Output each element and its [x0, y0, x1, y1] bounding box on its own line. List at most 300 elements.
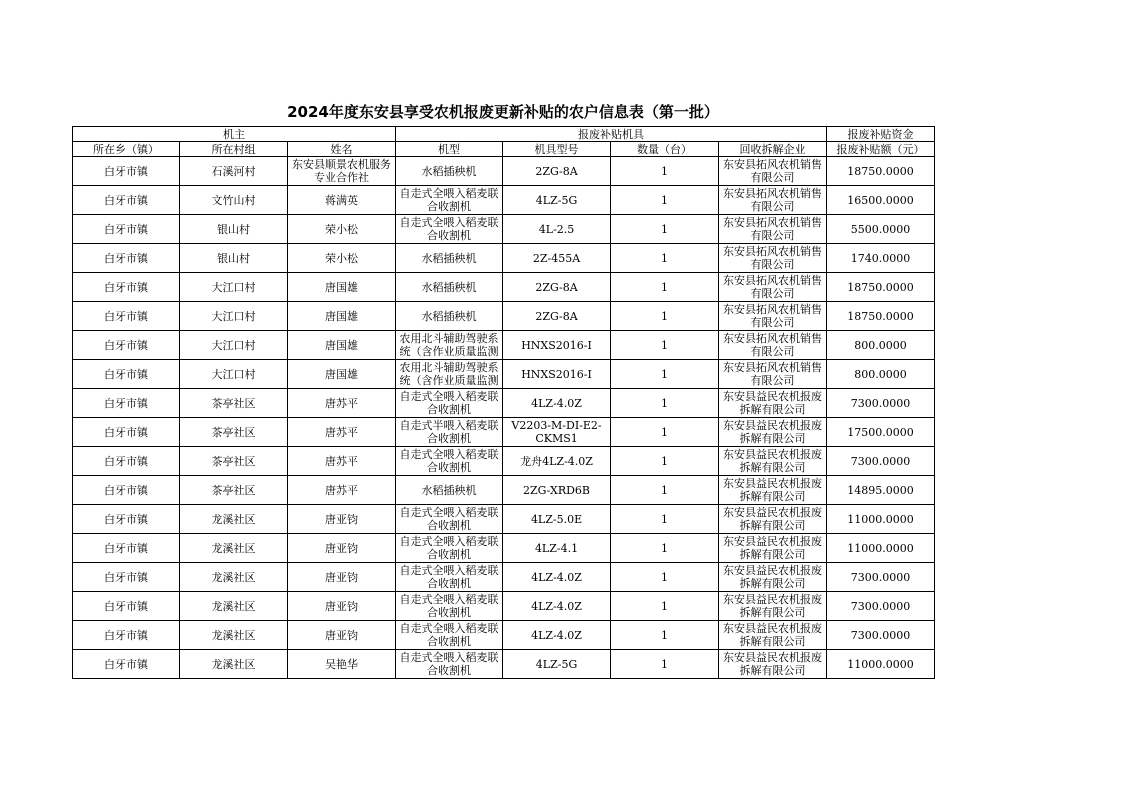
subsidy-cell	[827, 476, 935, 505]
model-cell-text: 4LZ-4.1	[534, 541, 579, 555]
model-cell	[503, 215, 611, 244]
township-cell-text: 白牙市镇	[104, 425, 148, 439]
quantity-cell	[611, 157, 719, 186]
recycler-cell-text: 东安县拓风农机销售有限公司	[723, 245, 823, 271]
model-cell-text: HNXS2016-I	[521, 367, 592, 381]
village-cell-text: 大江口村	[211, 280, 256, 294]
subsidy-cell-text: 18750.0000	[847, 280, 914, 294]
table-row	[73, 302, 935, 331]
village-cell-text: 大江口村	[211, 309, 256, 323]
table-row	[73, 447, 935, 476]
township-cell	[73, 331, 180, 360]
model-cell	[503, 360, 611, 389]
quantity-cell	[611, 447, 719, 476]
model-cell	[503, 505, 611, 534]
subsidy-cell-text: 11000.0000	[847, 512, 914, 526]
township-cell	[73, 273, 180, 302]
machine-type-cell	[396, 650, 503, 679]
recycler-cell-text: 东安县益民农机报废拆解有限公司	[723, 390, 823, 416]
machine-type-cell	[396, 244, 503, 273]
model-cell	[503, 331, 611, 360]
quantity-cell-text: 1	[661, 280, 669, 294]
name-cell-text: 唐苏平	[325, 454, 359, 468]
subsidy-cell	[827, 244, 935, 273]
name-cell-text: 唐苏平	[325, 396, 359, 410]
column-header-name: 姓名	[288, 142, 396, 157]
machine-type-cell	[396, 273, 503, 302]
recycler-cell-text: 东安县益民农机报废拆解有限公司	[723, 448, 823, 474]
model-cell-text: HNXS2016-I	[521, 338, 592, 352]
recycler-cell	[719, 331, 827, 360]
model-cell	[503, 418, 611, 447]
machine-type-cell-text: 自走式全喂入稻麦联合收割机	[399, 651, 499, 677]
quantity-cell-text: 1	[661, 222, 669, 236]
village-cell	[180, 476, 288, 505]
township-cell	[73, 360, 180, 389]
model-cell-text: 4LZ-5G	[535, 193, 578, 207]
recycler-cell-text: 东安县益民农机报废拆解有限公司	[723, 593, 823, 619]
model-cell-text: 龙舟4LZ-4.0Z	[520, 454, 593, 468]
township-cell-text: 白牙市镇	[104, 193, 148, 207]
table-row	[73, 389, 935, 418]
name-cell-text: 唐亚钧	[325, 599, 359, 613]
quantity-cell	[611, 331, 719, 360]
machine-type-cell-text: 自走式全喂入稻麦联合收割机	[399, 187, 499, 213]
name-cell-text: 唐国雄	[325, 367, 359, 381]
model-cell	[503, 389, 611, 418]
township-cell	[73, 592, 180, 621]
model-cell	[503, 273, 611, 302]
village-cell-text: 文竹山村	[211, 193, 256, 207]
subsidy-cell	[827, 534, 935, 563]
table-row	[73, 592, 935, 621]
township-cell	[73, 476, 180, 505]
name-cell	[288, 331, 396, 360]
group-header-machine: 报废补贴机具	[396, 127, 827, 142]
name-cell-text: 荣小松	[325, 222, 359, 236]
table-row	[73, 244, 935, 273]
quantity-cell	[611, 244, 719, 273]
quantity-cell-text: 1	[661, 599, 669, 613]
name-cell-text: 唐亚钧	[325, 541, 359, 555]
village-cell-text: 龙溪社区	[211, 628, 256, 642]
machine-type-cell	[396, 331, 503, 360]
village-cell-text: 大江口村	[211, 338, 256, 352]
recycler-cell-text: 东安县益民农机报废拆解有限公司	[723, 622, 823, 648]
name-cell	[288, 157, 396, 186]
quantity-cell-text: 1	[661, 425, 669, 439]
quantity-cell-text: 1	[661, 338, 669, 352]
subsidy-cell-text: 17500.0000	[847, 425, 914, 439]
model-cell	[503, 563, 611, 592]
village-cell	[180, 650, 288, 679]
model-cell-text: 4LZ-4.0Z	[531, 396, 582, 410]
subsidy-cell	[827, 331, 935, 360]
name-cell-text: 唐亚钧	[325, 512, 359, 526]
recycler-cell	[719, 389, 827, 418]
model-cell-text: 4LZ-4.0Z	[531, 570, 582, 584]
table-row	[73, 360, 935, 389]
name-cell-text: 蒋满英	[325, 193, 359, 207]
village-cell-text: 大江口村	[211, 367, 256, 381]
subsidy-cell-text: 11000.0000	[847, 657, 914, 671]
machine-type-cell	[396, 505, 503, 534]
table-row	[73, 563, 935, 592]
township-cell	[73, 157, 180, 186]
recycler-cell	[719, 186, 827, 215]
village-cell	[180, 186, 288, 215]
recycler-cell-text: 东安县益民农机报废拆解有限公司	[723, 506, 823, 532]
table-row	[73, 186, 935, 215]
name-cell	[288, 273, 396, 302]
machine-type-cell-text: 自走式全喂入稻麦联合收割机	[399, 535, 499, 561]
machine-type-cell-text: 农用北斗辅助驾驶系统（含作业质量监测	[399, 361, 499, 387]
recycler-cell-text: 东安县拓风农机销售有限公司	[723, 361, 823, 387]
machine-type-cell	[396, 215, 503, 244]
subsidy-cell	[827, 302, 935, 331]
model-cell	[503, 592, 611, 621]
village-cell-text: 银山村	[217, 222, 250, 236]
quantity-cell	[611, 273, 719, 302]
subsidy-table	[72, 126, 935, 679]
subsidy-cell	[827, 389, 935, 418]
village-cell	[180, 215, 288, 244]
recycler-cell	[719, 273, 827, 302]
machine-type-cell-text: 自走式全喂入稻麦联合收割机	[399, 564, 499, 590]
subsidy-cell-text: 7300.0000	[850, 454, 911, 468]
group-header-fund: 报废补贴资金	[827, 127, 935, 142]
model-cell-text: 2ZG-XRD6B	[523, 483, 591, 497]
township-cell	[73, 418, 180, 447]
township-cell-text: 白牙市镇	[104, 280, 148, 294]
subsidy-cell-text: 1740.0000	[850, 251, 911, 265]
village-cell	[180, 621, 288, 650]
name-cell	[288, 244, 396, 273]
machine-type-cell-text: 自走式全喂入稻麦联合收割机	[399, 390, 499, 416]
name-cell	[288, 650, 396, 679]
village-cell	[180, 418, 288, 447]
recycler-cell-text: 东安县益民农机报废拆解有限公司	[723, 651, 823, 677]
machine-type-cell	[396, 447, 503, 476]
machine-type-cell	[396, 563, 503, 592]
table-row	[73, 157, 935, 186]
subsidy-cell	[827, 215, 935, 244]
quantity-cell	[611, 360, 719, 389]
quantity-cell-text: 1	[661, 454, 669, 468]
subsidy-cell-text: 7300.0000	[850, 396, 911, 410]
township-cell-text: 白牙市镇	[104, 570, 148, 584]
table-row	[73, 418, 935, 447]
township-cell	[73, 389, 180, 418]
subsidy-cell-text: 7300.0000	[850, 570, 911, 584]
group-header-owner: 机主	[73, 127, 396, 142]
machine-type-cell-text: 水稻插秧机	[421, 483, 477, 497]
name-cell	[288, 534, 396, 563]
recycler-cell	[719, 360, 827, 389]
machine-type-cell	[396, 302, 503, 331]
machine-type-cell	[396, 186, 503, 215]
recycler-cell	[719, 157, 827, 186]
subsidy-cell-text: 18750.0000	[847, 164, 914, 178]
quantity-cell	[611, 186, 719, 215]
recycler-cell	[719, 505, 827, 534]
township-cell-text: 白牙市镇	[104, 251, 148, 265]
recycler-cell	[719, 244, 827, 273]
model-cell-text: V2203-M-DI-E2-CKMS1	[511, 419, 602, 445]
name-cell	[288, 476, 396, 505]
column-header-row	[73, 142, 935, 157]
model-cell-text: 2ZG-8A	[535, 280, 578, 294]
table-row	[73, 621, 935, 650]
machine-type-cell	[396, 476, 503, 505]
name-cell	[288, 302, 396, 331]
village-cell	[180, 331, 288, 360]
recycler-cell	[719, 447, 827, 476]
village-cell-text: 龙溪社区	[211, 512, 256, 526]
quantity-cell	[611, 621, 719, 650]
quantity-cell	[611, 302, 719, 331]
township-cell	[73, 563, 180, 592]
subsidy-cell-text: 800.0000	[854, 367, 907, 381]
village-cell	[180, 389, 288, 418]
recycler-cell-text: 东安县益民农机报废拆解有限公司	[723, 419, 823, 445]
machine-type-cell-text: 自走式半喂入稻麦联合收割机	[399, 419, 499, 445]
model-cell-text: 4LZ-5.0E	[530, 512, 583, 526]
recycler-cell-text: 东安县拓风农机销售有限公司	[723, 303, 823, 329]
village-cell	[180, 592, 288, 621]
name-cell-text: 唐国雄	[325, 338, 359, 352]
village-cell-text: 银山村	[217, 251, 250, 265]
subsidy-cell-text: 14895.0000	[847, 483, 914, 497]
machine-type-cell-text: 农用北斗辅助驾驶系统（含作业质量监测	[399, 332, 499, 358]
village-cell	[180, 273, 288, 302]
machine-type-cell-text: 水稻插秧机	[421, 251, 477, 265]
quantity-cell	[611, 563, 719, 592]
model-cell	[503, 476, 611, 505]
quantity-cell	[611, 389, 719, 418]
township-cell	[73, 447, 180, 476]
quantity-cell	[611, 650, 719, 679]
recycler-cell	[719, 621, 827, 650]
machine-type-cell-text: 自走式全喂入稻麦联合收割机	[399, 216, 499, 242]
machine-type-cell-text: 水稻插秧机	[421, 280, 477, 294]
village-cell	[180, 505, 288, 534]
recycler-cell	[719, 418, 827, 447]
township-cell-text: 白牙市镇	[104, 483, 148, 497]
quantity-cell-text: 1	[661, 251, 669, 265]
model-cell	[503, 186, 611, 215]
machine-type-cell	[396, 389, 503, 418]
subsidy-cell	[827, 563, 935, 592]
name-cell-text: 唐苏平	[325, 483, 359, 497]
model-cell-text: 2ZG-8A	[535, 309, 578, 323]
model-cell	[503, 302, 611, 331]
quantity-cell	[611, 476, 719, 505]
village-cell	[180, 563, 288, 592]
machine-type-cell-text: 自走式全喂入稻麦联合收割机	[399, 506, 499, 532]
subsidy-cell	[827, 621, 935, 650]
township-cell	[73, 244, 180, 273]
model-cell-text: 4LZ-4.0Z	[531, 599, 582, 613]
machine-type-cell	[396, 621, 503, 650]
model-cell-text: 4LZ-4.0Z	[531, 628, 582, 642]
quantity-cell-text: 1	[661, 628, 669, 642]
name-cell-text: 吴艳华	[325, 657, 359, 671]
name-cell-text: 唐苏平	[325, 425, 359, 439]
subsidy-cell-text: 11000.0000	[847, 541, 914, 555]
village-cell	[180, 157, 288, 186]
name-cell-text: 唐国雄	[325, 309, 359, 323]
model-cell-text: 4L-2.5	[538, 222, 575, 236]
model-cell	[503, 244, 611, 273]
name-cell-text: 唐亚钧	[325, 570, 359, 584]
table-row	[73, 534, 935, 563]
recycler-cell-text: 东安县拓风农机销售有限公司	[723, 332, 823, 358]
township-cell	[73, 650, 180, 679]
column-header-village: 所在村组	[180, 142, 288, 157]
name-cell	[288, 563, 396, 592]
subsidy-cell-text: 800.0000	[854, 338, 907, 352]
machine-type-cell-text: 水稻插秧机	[421, 309, 477, 323]
quantity-cell-text: 1	[661, 512, 669, 526]
machine-type-cell-text: 自走式全喂入稻麦联合收割机	[399, 448, 499, 474]
recycler-cell-text: 东安县益民农机报废拆解有限公司	[723, 535, 823, 561]
model-cell	[503, 534, 611, 563]
column-header-township: 所在乡（镇）	[73, 142, 180, 157]
column-header-machine-type: 机型	[396, 142, 503, 157]
subsidy-cell-text: 16500.0000	[847, 193, 914, 207]
subsidy-cell	[827, 273, 935, 302]
name-cell	[288, 360, 396, 389]
recycler-cell-text: 东安县拓风农机销售有限公司	[723, 187, 823, 213]
column-header-model: 机具型号	[503, 142, 611, 157]
name-cell	[288, 389, 396, 418]
subsidy-cell	[827, 505, 935, 534]
name-cell-text: 荣小松	[325, 251, 359, 265]
recycler-cell-text: 东安县拓风农机销售有限公司	[723, 216, 823, 242]
recycler-cell	[719, 476, 827, 505]
village-cell-text: 茶亭社区	[211, 454, 256, 468]
model-cell	[503, 157, 611, 186]
recycler-cell-text: 东安县拓风农机销售有限公司	[723, 158, 823, 184]
township-cell	[73, 215, 180, 244]
township-cell-text: 白牙市镇	[104, 599, 148, 613]
recycler-cell	[719, 215, 827, 244]
township-cell-text: 白牙市镇	[104, 338, 148, 352]
name-cell	[288, 215, 396, 244]
model-cell-text: 2Z-455A	[532, 251, 581, 265]
model-cell	[503, 621, 611, 650]
subsidy-cell	[827, 650, 935, 679]
table-row	[73, 650, 935, 679]
machine-type-cell-text: 自走式全喂入稻麦联合收割机	[399, 593, 499, 619]
machine-type-cell	[396, 592, 503, 621]
quantity-cell-text: 1	[661, 367, 669, 381]
township-cell-text: 白牙市镇	[104, 628, 148, 642]
table-row	[73, 476, 935, 505]
village-cell-text: 茶亭社区	[211, 483, 256, 497]
recycler-cell	[719, 650, 827, 679]
subsidy-cell-text: 7300.0000	[850, 628, 911, 642]
name-cell	[288, 621, 396, 650]
recycler-cell	[719, 534, 827, 563]
village-cell	[180, 360, 288, 389]
township-cell	[73, 534, 180, 563]
table-row	[73, 331, 935, 360]
name-cell	[288, 592, 396, 621]
township-cell-text: 白牙市镇	[104, 512, 148, 526]
name-cell	[288, 447, 396, 476]
quantity-cell-text: 1	[661, 309, 669, 323]
village-cell-text: 龙溪社区	[211, 657, 256, 671]
model-cell	[503, 447, 611, 476]
quantity-cell-text: 1	[661, 396, 669, 410]
quantity-cell-text: 1	[661, 570, 669, 584]
recycler-cell	[719, 563, 827, 592]
quantity-cell-text: 1	[661, 164, 669, 178]
table-row	[73, 505, 935, 534]
quantity-cell-text: 1	[661, 483, 669, 497]
machine-type-cell	[396, 360, 503, 389]
column-header-subsidy: 报废补贴额（元）	[827, 142, 935, 157]
column-header-quantity: 数量（台）	[611, 142, 719, 157]
name-cell	[288, 505, 396, 534]
machine-type-cell	[396, 418, 503, 447]
column-header-recycler: 回收拆解企业	[719, 142, 827, 157]
village-cell-text: 龙溪社区	[211, 599, 256, 613]
village-cell-text: 石溪河村	[211, 164, 256, 178]
name-cell-text: 唐国雄	[325, 280, 359, 294]
quantity-cell	[611, 215, 719, 244]
subsidy-cell-text: 18750.0000	[847, 309, 914, 323]
village-cell	[180, 244, 288, 273]
model-cell-text: 2ZG-8A	[535, 164, 578, 178]
quantity-cell-text: 1	[661, 193, 669, 207]
quantity-cell	[611, 418, 719, 447]
machine-type-cell	[396, 534, 503, 563]
name-cell-text: 东安县顺景农机服务专业合作社	[292, 158, 392, 184]
name-cell	[288, 186, 396, 215]
machine-type-cell	[396, 157, 503, 186]
subsidy-cell	[827, 592, 935, 621]
village-cell-text: 茶亭社区	[211, 396, 256, 410]
table-row	[73, 215, 935, 244]
village-cell-text: 龙溪社区	[211, 570, 256, 584]
township-cell	[73, 505, 180, 534]
table-row	[73, 273, 935, 302]
recycler-cell	[719, 592, 827, 621]
quantity-cell	[611, 505, 719, 534]
subsidy-cell-text: 7300.0000	[850, 599, 911, 613]
township-cell-text: 白牙市镇	[104, 222, 148, 236]
subsidy-cell	[827, 186, 935, 215]
subsidy-cell	[827, 360, 935, 389]
group-header-row	[73, 127, 935, 142]
recycler-cell	[719, 302, 827, 331]
township-cell-text: 白牙市镇	[104, 454, 148, 468]
township-cell	[73, 186, 180, 215]
model-cell-text: 4LZ-5G	[535, 657, 578, 671]
subsidy-cell	[827, 418, 935, 447]
township-cell	[73, 302, 180, 331]
village-cell	[180, 302, 288, 331]
machine-type-cell-text: 自走式全喂入稻麦联合收割机	[399, 622, 499, 648]
township-cell	[73, 621, 180, 650]
township-cell-text: 白牙市镇	[104, 396, 148, 410]
model-cell	[503, 650, 611, 679]
village-cell-text: 茶亭社区	[211, 425, 256, 439]
township-cell-text: 白牙市镇	[104, 309, 148, 323]
